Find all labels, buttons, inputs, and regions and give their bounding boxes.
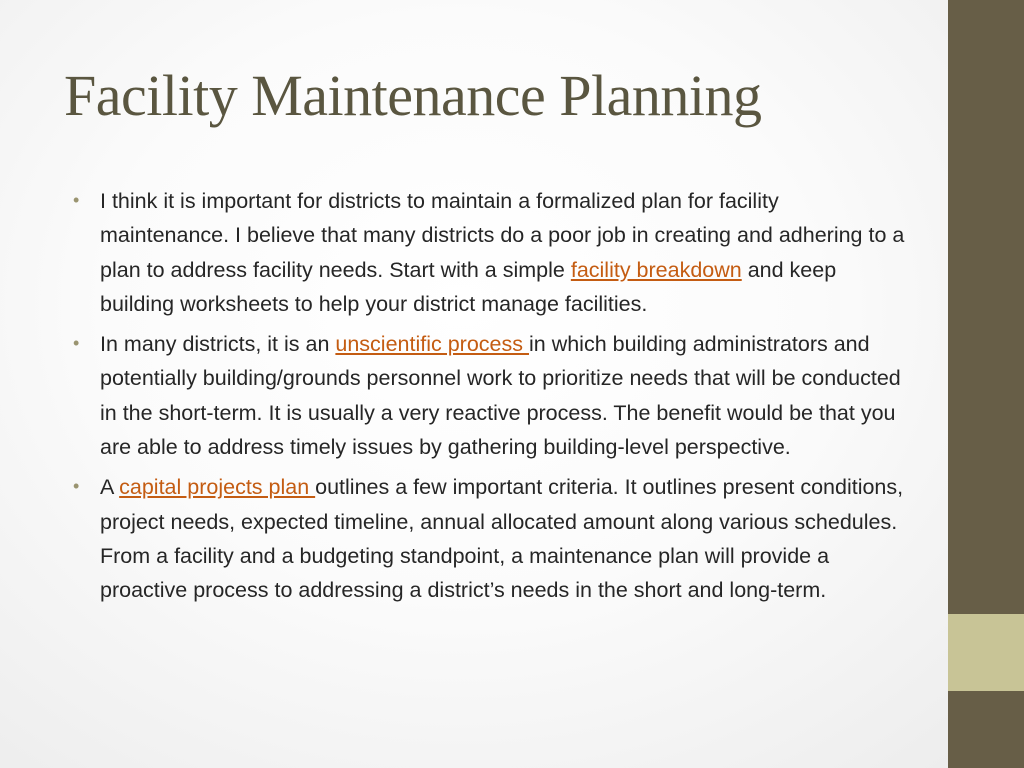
bullet-icon: • — [73, 333, 80, 354]
bullet-text-pre: I think it is important for districts to maintain a formalized plan for facility maintenance. I believe that many districts do a poor job in creating and adhering to a plan to address facility needs. Start with a simple — [100, 189, 905, 282]
capital-projects-plan-link[interactable]: capital projects plan — [119, 475, 316, 500]
bullet-text-pre: A — [100, 475, 120, 500]
bullet-text-pre: In many districts, it is an — [100, 332, 336, 357]
bullet-icon: • — [73, 190, 80, 210]
bullet-icon: • — [73, 476, 80, 497]
bullet-list — [72, 184, 912, 614]
bullet-item — [72, 184, 912, 321]
facility-breakdown-link[interactable]: facility breakdown — [570, 257, 742, 282]
bullet-text-post: outlines a few important criteria. It outlines present conditions, project needs, expected timeline, annual allocated amount along various schedules. From a facility and a budgeting standpoint, a maintenance plan will provide a proactive process to addressing a district’s needs in the short and long-term. — [100, 475, 904, 603]
unscientific-process-link[interactable]: unscientific process — [335, 332, 529, 357]
bullet-text-post: in which building administrators and potentially building/grounds personnel work to prioritize needs that will be conducted in the short-term. It is usually a very reactive process. The benefit would be that you are able to address timely issues by gathering building-level perspective. — [100, 332, 901, 460]
bullet-item — [72, 327, 912, 464]
bullet-item — [72, 470, 912, 607]
side-bar-accent — [948, 614, 1024, 691]
slide-title: Facility Maintenance Planning — [64, 63, 762, 128]
bullet-text-post: and keep building worksheets to help your district manage facilities. — [100, 257, 837, 316]
